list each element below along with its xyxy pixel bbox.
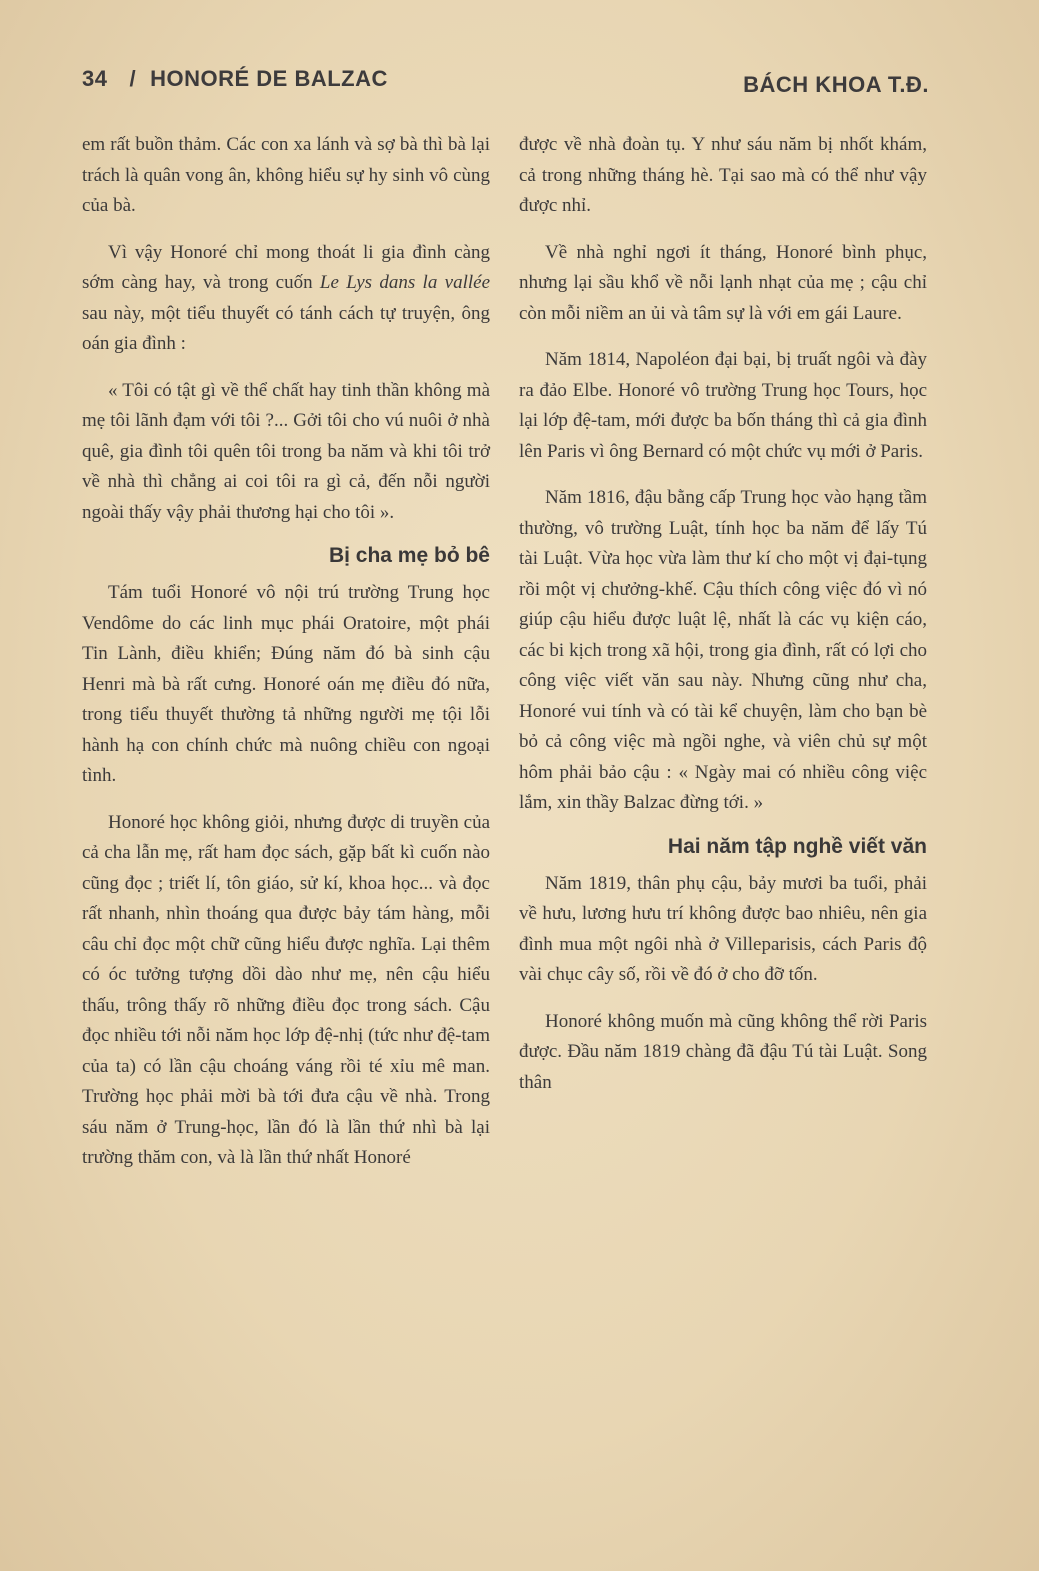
paragraph: được về nhà đoàn tụ. Y như sáu năm bị nhốt khám, cả trong những tháng hè. Tại sao mà có thể như vậy được nhỉ. (519, 134, 927, 216)
paragraph: Năm 1819, thân phụ cậu, bảy mươi ba tuổi, phải về hưu, lương hưu trí không được bao nhiêu, nên gia đình mua một ngôi nhà ở Villeparisis, cách Paris độ vài chục cây số, rồi về đó ở cho đỡ tốn. (519, 872, 927, 985)
paragraph: Tám tuổi Honoré vô nội trú trường Trung học Vendôme do các linh mục phái Oratoire, một phái Tin Lành, điều khiển; Đúng năm đó bà sinh cậu Henri mà bà rất cưng. Honoré oán mẹ điều đó nữa, trong tiểu thuyết thường tả những người mẹ tội lỗi hành hạ con chính chức mà nuông chiều con ngoại tình. (82, 582, 490, 786)
left-column (82, 130, 490, 1190)
publication-name: BÁCH KHOA T.Đ. (743, 72, 929, 97)
page-number: 34 (82, 66, 108, 91)
quote-paragraph: « Tôi có tật gì về thể chất hay tinh thần không mà mẹ tôi lãnh đạm với tôi ?... Gởi tôi cho vú nuôi ở nhà quê, gia đình tôi quên tôi trong ba năm và khi tôi trở về nhà thì chẳng ai coi tôi ra gì cả, đến nỗi người ngoài thấy vậy phải thương hại cho tôi ». (82, 379, 490, 523)
paragraph: Năm 1816, đậu bằng cấp Trung học vào hạng tầm thường, vô trường Luật, tính học ba năm để lấy Tú tài Luật. Vừa học vừa làm thư kí cho một vị đại-tụng rồi một vị chưởng-khế. Cậu thích công việc đó vì nó giúp cậu hiểu được luật lệ, nhất là các vụ kiện cáo, các bi kịch trong xã hội, trong gia đình, rất có lợi cho công việc viết văn sau này. Nhưng cũng như cha, Honoré vui tính và có tài kể chuyện, làm cho bạn bè bỏ cả công việc mà ngồi nghe, và viên chủ sự một hôm phải bảo cậu : « Ngày mai có nhiều công việc lắm, xin thầy Balzac đừng tới. » (519, 487, 927, 813)
running-header (82, 62, 929, 102)
header-left (82, 66, 388, 92)
paragraph: Về nhà nghỉ ngơi ít tháng, Honoré bình phục, nhưng lại sầu khổ về nỗi lạnh nhạt của mẹ ; cậu chỉ còn mỗi niềm an ủi và tâm sự là với em gái Laure. (519, 241, 927, 324)
paragraph: Năm 1814, Napoléon đại bại, bị truất ngôi và đày ra đảo Elbe. Honoré vô trường Trung học Tours, học lại lớp đệ-tam, mới được ba bốn tháng thì cả gia đình lên Paris vì ông Bernard có một chức vụ mới ở Paris. (519, 349, 927, 462)
right-column (519, 130, 927, 1114)
section-heading: Hai năm tập nghề viết văn (667, 834, 927, 858)
paragraph: Honoré học không giỏi, nhưng được di truyền của cả cha lẫn mẹ, rất ham đọc sách, gặp bất kì cuốn nào cũng đọc ; triết lí, tôn giáo, sử kí, khoa học... và đọc rất nhanh, nhìn thoáng qua được bảy tám hàng, mỗi câu chỉ đọc một chữ cũng hiểu được nghĩa. Lại thêm có óc tưởng tượng dồi dào như mẹ, nên cậu hiểu thấu, trông thấy rõ những điều đọc trong sách. Cậu đọc nhiều tới nỗi năm học lớp đệ-nhị (tức như đệ-tam của ta) có lần cậu choáng váng rồi té xỉu mê man. Trường học phải mời bà tới đưa cậu về nhà. Trong sáu năm ở Trung-học, lần đó là lần thứ nhì bà lại trường thăm con, và là lần thứ nhất Honoré (82, 811, 490, 1168)
paragraph-text: Vì vậy Honoré chỉ mong thoát li gia đình càng sớm càng hay, và trong cuốn (82, 241, 490, 293)
paragraph-text: sau này, một tiểu thuyết có tánh cách tự truyện, ông oán gia đình : (82, 302, 490, 354)
paragraph: em rất buồn thảm. Các con xa lánh và sợ bà thì bà lại trách là quân vong ân, không hiểu sự hy sinh vô cùng của bà. (82, 134, 490, 216)
paragraph (82, 238, 490, 360)
header-separator: / (129, 66, 137, 91)
book-title: Le Lys dans la vallée (319, 272, 490, 293)
running-title: HONORÉ DE BALZAC (150, 66, 388, 91)
paragraph: Honoré không muốn mà cũng không thể rời Paris được. Đầu năm 1819 chàng đã đậu Tú tài Luật. Song thân (519, 1010, 927, 1093)
section-heading: Bị cha mẹ bỏ bê (328, 544, 490, 567)
